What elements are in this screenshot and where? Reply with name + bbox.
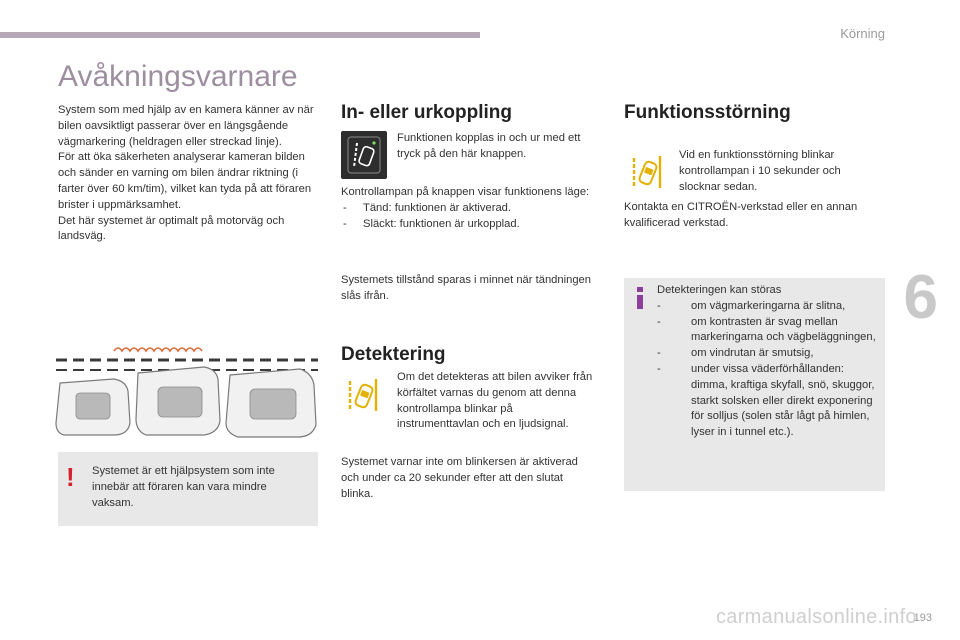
list-item: - om vägmarkeringarna är slitna, <box>657 299 881 315</box>
info-text <box>657 283 881 441</box>
page-number: 193 <box>913 612 932 624</box>
lane-warning-lamp-icon <box>630 152 664 192</box>
lamp-text <box>341 185 596 232</box>
intro-paragraph: System som med hjälp av en kamera känner av när bilen oavsiktligt passerar över en längsgående vägmarkering (heldragen eller streckad linje). <box>58 104 314 148</box>
detect-text: Om det detekteras att bilen avviker från körfältet varnas du genom att denna kontrollampa blinkar på instrumenttavlan och en ljudsignal. <box>397 371 593 431</box>
list-item: - under vissa väderförhållanden: dimma, kraftiga skyfall, snö, skuggor, starkt solsken eller direkt exponering för solljus (solen står lågt på himlen, lyser in i tunnel etc.). <box>657 362 881 441</box>
fault-heading: Funktionsstörning <box>624 102 791 123</box>
header-bar <box>0 32 480 38</box>
warning-icon: ! <box>66 462 75 492</box>
blinker-text: Systemet varnar inte om blinkersen är aktiverad och under ca 20 sekunder efter att den slutat blinka. <box>341 456 578 500</box>
lane-warning-lamp-icon <box>346 375 380 415</box>
list-item: - Släckt: funktionen är urkopplad. <box>341 217 596 233</box>
lane-departure-illustration <box>54 343 320 443</box>
intro-paragraph: För att öka säkerheten analyserar kameran bilden och sänder en varning om bilen ändrar riktning (i farter över 60 km/tim), vilket kan tyda på att föraren brister i uppmärksamhet. <box>58 151 312 211</box>
list-item: - Tänd: funktionen är aktiverad. <box>341 201 596 217</box>
list-item: - om kontrasten är svag mellan markeringarna och vägbeläggningen, <box>657 315 881 347</box>
chapter-number: 6 <box>903 263 938 332</box>
warning-text: Systemet är ett hjälpsystem som inte innebär att föraren kan vara mindre vaksam. <box>92 465 275 509</box>
toggle-heading: In- eller urkoppling <box>341 102 513 123</box>
fault-text: Vid en funktionsstörning blinkar kontrollampan i 10 sekunder och slocknar sedan. <box>679 149 841 193</box>
memory-text: Systemets tillstånd sparas i minnet när tändningen slås ifrån. <box>341 274 591 302</box>
info-intro: Detekteringen kan störas <box>657 284 782 296</box>
chapter-title: Körning <box>840 26 885 41</box>
detect-heading: Detektering <box>341 344 446 365</box>
lamp-intro: Kontrollampan på knappen visar funktionens läge: <box>341 186 590 198</box>
intro-paragraph: Det här systemet är optimalt på motorväg och landsväg. <box>58 214 285 243</box>
lane-assist-button-icon <box>341 131 387 179</box>
list-item: - om vindrutan är smutsig, <box>657 346 881 362</box>
page-title: Avåkningsvarnare <box>58 60 298 93</box>
intro-text <box>58 103 320 245</box>
toggle-text: Funktionen kopplas in och ur med ett tryck på den här knappen. <box>397 132 581 160</box>
contact-text: Kontakta en CITROËN-verkstad eller en annan kvalificerad verkstad. <box>624 201 858 229</box>
watermark: carmanualsonline.info <box>716 606 917 628</box>
info-icon <box>637 287 643 309</box>
